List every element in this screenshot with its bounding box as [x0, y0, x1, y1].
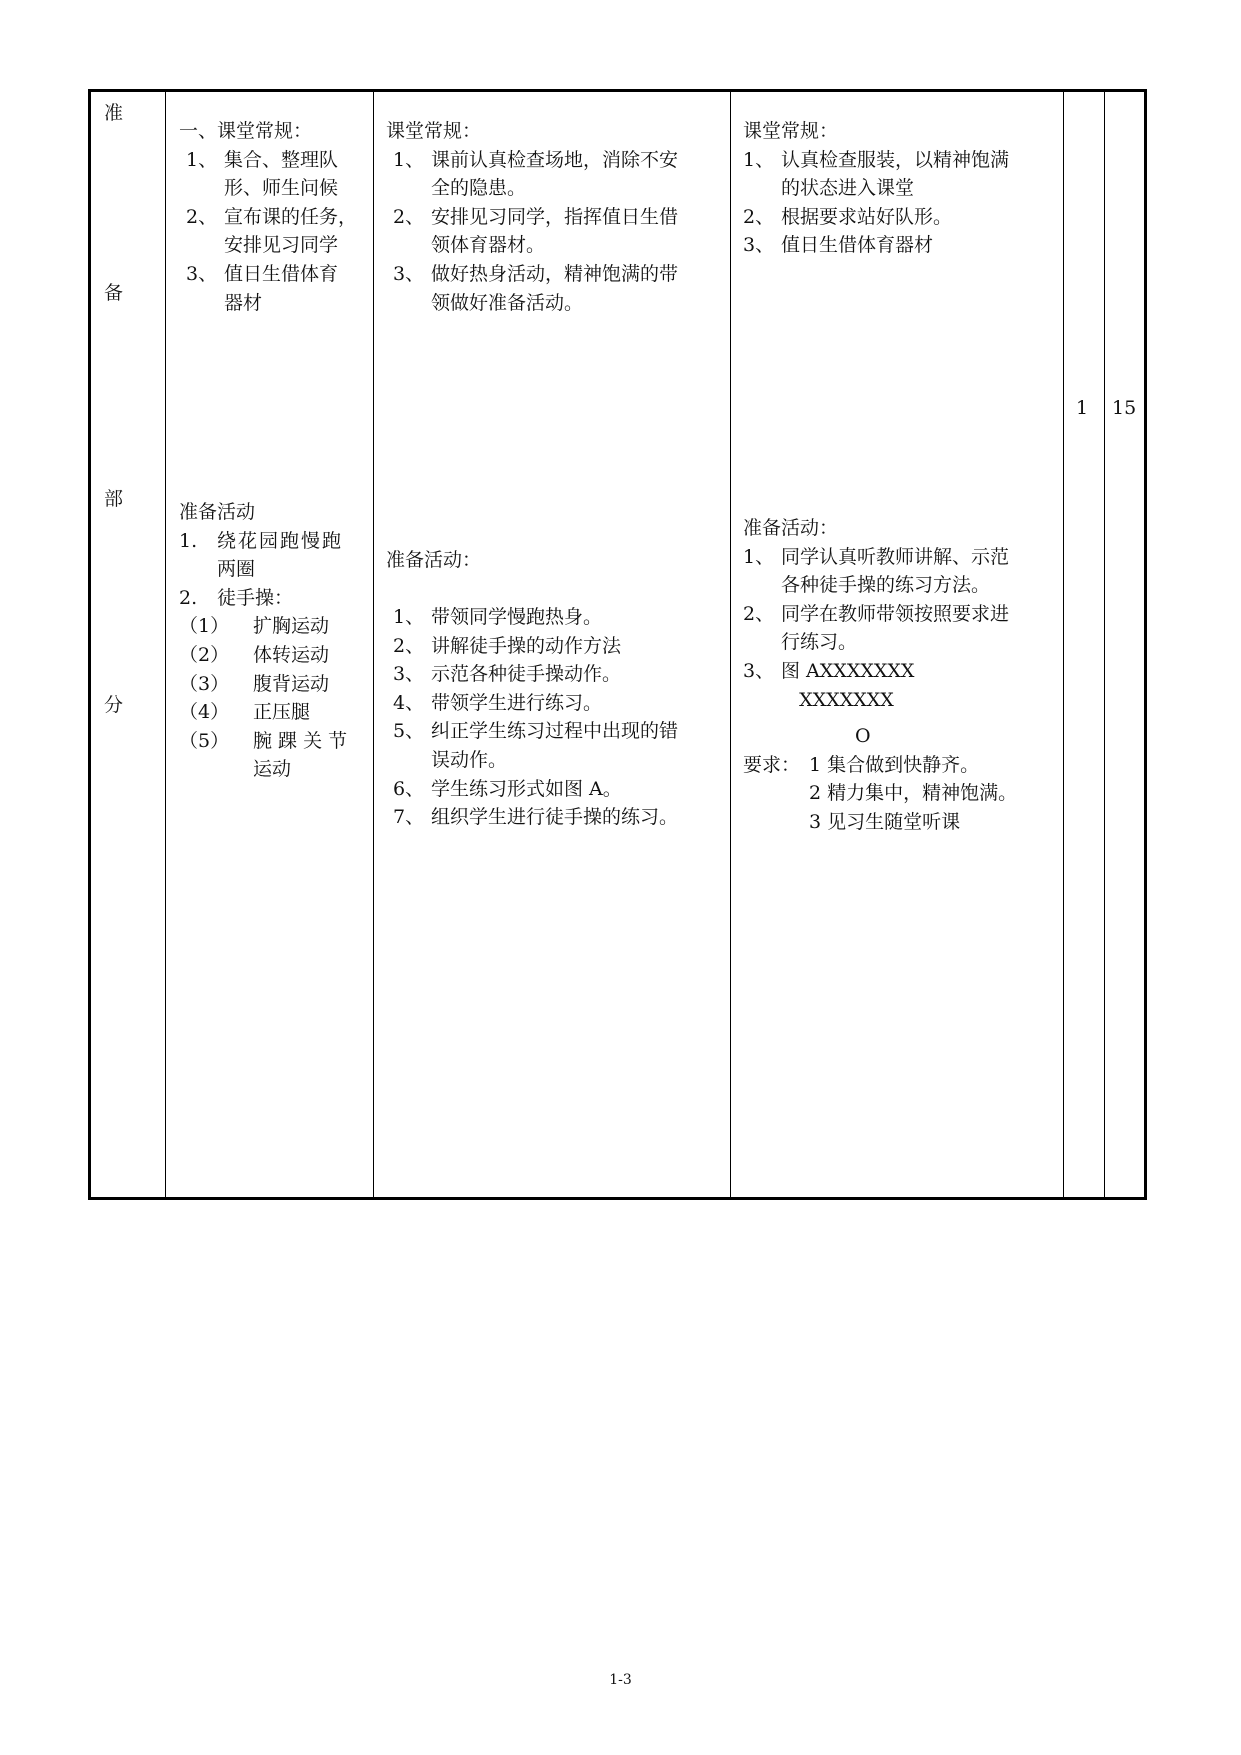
list-item: 1、 集合、整理队: [186, 148, 339, 171]
list-item: 2. 徒手操：: [179, 586, 294, 609]
teacher-column-warmup: [386, 546, 726, 832]
list-item-continued: 形、师生问候: [224, 177, 339, 200]
list-item-continued: 全的隐患。: [431, 177, 527, 200]
section-char: 部: [104, 488, 124, 510]
list-item: 1、 课前认真检查场地，消除不安: [393, 148, 679, 171]
list-item-continued: 领体育器材。: [431, 234, 546, 257]
requirements-label: 要求：: [743, 753, 801, 776]
content-column-warmup: [179, 498, 369, 784]
sub-item: （1） 扩胸运动: [179, 615, 330, 638]
sub-item: （2） 体转运动: [179, 643, 330, 666]
lesson-plan-table: [88, 89, 1147, 1200]
warmup-heading: 准备活动: [179, 501, 256, 523]
list-item-continued: 领做好准备活动。: [431, 291, 584, 314]
routine-heading: 课堂常规：: [743, 120, 839, 142]
list-item: 3、 做好热身活动，精神饱满的带: [393, 262, 679, 285]
page-number: 1-3: [609, 1672, 632, 1688]
time-minutes: 15: [1112, 397, 1137, 419]
column-divider: [373, 92, 374, 1197]
formation-diagram-row: XXXXXXX: [781, 688, 894, 711]
list-item: 5、 纠正学生练习过程中出现的错: [393, 720, 679, 743]
section-char: 准: [104, 102, 124, 124]
list-item: 2、 安排见习同学，指挥值日生借: [393, 205, 679, 228]
routine-heading: 一、课堂常规：: [179, 120, 313, 142]
requirement-item: 2 精力集中，精神饱满。: [809, 782, 1018, 805]
repetition-count: 1: [1076, 397, 1089, 419]
list-item: 1、 认真检查服装，以精神饱满: [743, 148, 1010, 171]
list-item: 1. 绕花园跑慢跑: [179, 529, 344, 552]
list-item: 6、 学生练习形式如图 A。: [393, 777, 622, 800]
content-column: [179, 117, 369, 317]
list-item-continued: 各种徒手操的练习方法。: [781, 574, 991, 597]
section-char: 备: [104, 282, 124, 304]
list-item: 2、 同学在教师带领按照要求进: [743, 602, 1010, 625]
requirement-item: 要求： 1 集合做到快静齐。: [743, 751, 1061, 780]
sub-item: （4） 正压腿: [179, 701, 311, 724]
list-item-continued: 两圈: [217, 558, 256, 581]
list-item: 2、 宣布课的任务，: [186, 205, 358, 228]
warmup-heading: 准备活动：: [386, 549, 482, 571]
sub-item: （5） 腕 踝 关 节: [179, 729, 348, 752]
sub-item-continued: 运动: [253, 758, 292, 781]
teacher-position-mark: O: [855, 725, 871, 748]
student-column: [743, 117, 1061, 260]
list-item: 1、 带领同学慢跑热身。: [393, 606, 603, 628]
list-item-continued: 行练习。: [781, 631, 858, 654]
column-divider: [165, 92, 166, 1197]
list-item: 7、 组织学生进行徒手操的练习。: [393, 806, 679, 829]
sub-item: （3） 腹背运动: [179, 672, 330, 695]
list-item-continued: 器材: [224, 291, 263, 314]
section-char: 分: [104, 694, 124, 716]
requirement-item: 3 见习生随堂听课: [809, 810, 961, 833]
warmup-heading: 准备活动：: [743, 517, 839, 539]
list-item: 4、 带领学生进行练习。: [393, 691, 603, 714]
list-item: 1、 同学认真听教师讲解、示范: [743, 545, 1010, 568]
teacher-column: [386, 117, 726, 317]
list-item-continued: 的状态进入课堂: [781, 177, 915, 200]
list-item: 2、 根据要求站好队形。: [743, 205, 953, 228]
list-item: 3、 值日生借体育: [186, 262, 339, 285]
student-column-warmup: [743, 514, 1061, 837]
list-item: 3、 值日生借体育器材: [743, 234, 934, 257]
list-item-continued: 安排见习同学: [224, 234, 339, 257]
list-item: 2、 讲解徒手操的动作方法: [393, 634, 622, 657]
column-divider: [1104, 92, 1105, 1197]
list-item-continued: 误动作。: [431, 748, 508, 771]
formation-diagram-row: 3、 图 AXXXXXXX: [743, 659, 915, 682]
column-divider: [1063, 92, 1064, 1197]
list-item: 3、 示范各种徒手操动作。: [393, 663, 622, 686]
routine-heading: 课堂常规：: [386, 120, 482, 142]
column-divider: [730, 92, 731, 1197]
